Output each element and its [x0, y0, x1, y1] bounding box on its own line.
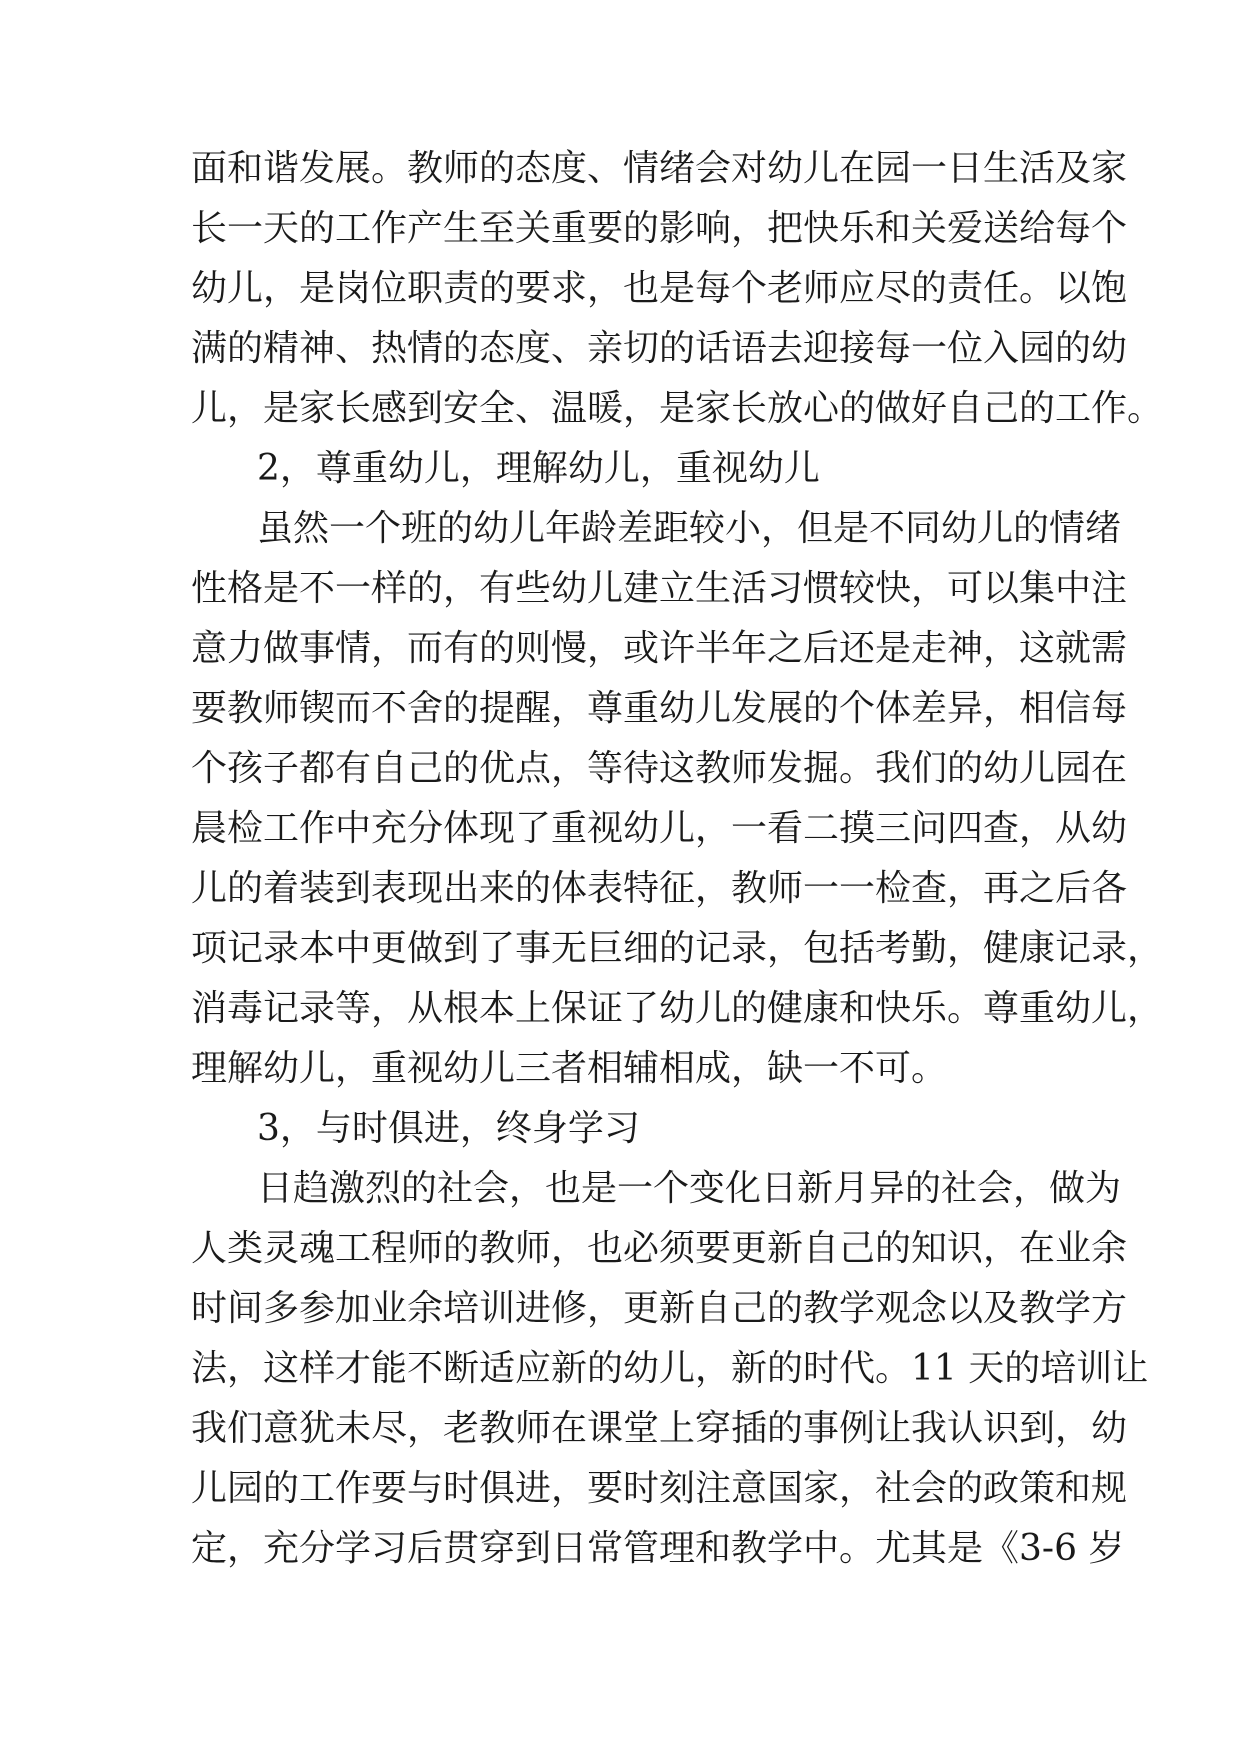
- text-line: 性格是不一样的，有些幼儿建立生活习惯较快，可以集中注: [191, 568, 1128, 609]
- text-line: 个孩子都有自己的优点，等待这教师发掘。我们的幼儿园在: [191, 748, 1128, 789]
- text-line: 儿，是家长感到安全、温暖，是家长放心的做好自己的工作。: [191, 388, 1164, 429]
- text-line: 虽然一个班的幼儿年龄差距较小，但是不同幼儿的情绪: [257, 508, 1122, 549]
- text-line: 消毒记录等，从根本上保证了幼儿的健康和快乐。尊重幼儿，: [191, 988, 1164, 1029]
- text-line: 幼儿，是岗位职责的要求，也是每个老师应尽的责任。以饱: [191, 268, 1128, 309]
- text-line: 法，这样才能不断适应新的幼儿，新的时代。11 天的培训让: [191, 1348, 1149, 1389]
- section-heading: 3，与时俱进，终身学习: [257, 1108, 640, 1149]
- text-line: 面和谐发展。教师的态度、情绪会对幼儿在园一日生活及家: [191, 148, 1128, 189]
- text-line: 日趋激烈的社会，也是一个变化日新月异的社会，做为: [257, 1168, 1122, 1209]
- text-line: 儿的着装到表现出来的体表特征，教师一一检查，再之后各: [191, 868, 1128, 909]
- text-line: 儿园的工作要与时俱进，要时刻注意国家，社会的政策和规: [191, 1468, 1128, 1509]
- text-line: 我们意犹未尽，老教师在课堂上穿插的事例让我认识到，幼: [191, 1408, 1128, 1449]
- section-heading: 2，尊重幼儿，理解幼儿，重视幼儿: [257, 448, 820, 489]
- text-line: 时间多参加业余培训进修，更新自己的教学观念以及教学方: [191, 1288, 1128, 1329]
- text-line: 意力做事情，而有的则慢，或许半年之后还是走神，这就需: [191, 628, 1128, 669]
- text-line: 人类灵魂工程师的教师，也必须要更新自己的知识，在业余: [191, 1228, 1128, 1269]
- text-line: 理解幼儿，重视幼儿三者相辅相成，缺一不可。: [191, 1048, 948, 1089]
- text-line: 定，充分学习后贯穿到日常管理和教学中。尤其是《3-6 岁: [191, 1528, 1125, 1569]
- text-line: 晨检工作中充分体现了重视幼儿，一看二摸三问四查，从幼: [191, 808, 1128, 849]
- text-line: 长一天的工作产生至关重要的影响，把快乐和关爱送给每个: [191, 208, 1128, 249]
- text-line: 满的精神、热情的态度、亲切的话语去迎接每一位入园的幼: [191, 328, 1128, 369]
- text-line: 项记录本中更做到了事无巨细的记录，包括考勤，健康记录，: [191, 928, 1164, 969]
- text-line: 要教师锲而不舍的提醒，尊重幼儿发展的个体差异，相信每: [191, 688, 1128, 729]
